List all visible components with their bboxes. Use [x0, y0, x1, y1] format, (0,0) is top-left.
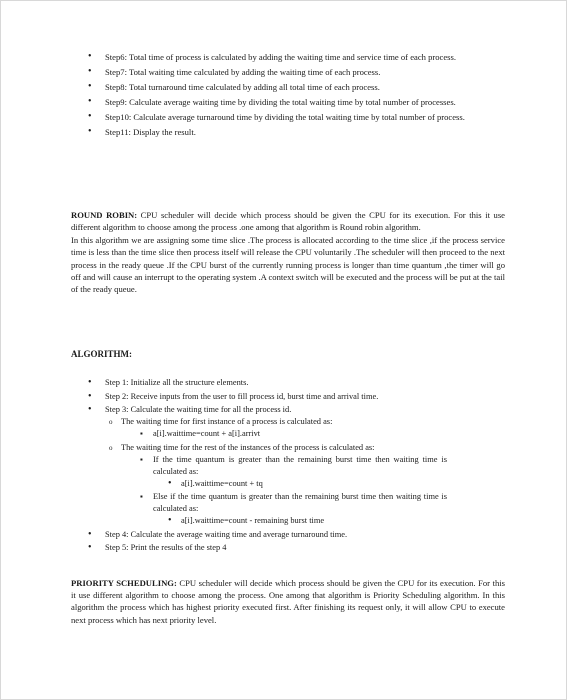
list-item — [165, 515, 447, 527]
list-item — [137, 428, 447, 440]
bullet-icon: • — [88, 377, 92, 388]
priority-heading: PRIORITY SCHEDULING: — [71, 578, 177, 588]
step-text: Step8: Total turnaround time calculated by adding all total time of each process. — [105, 82, 380, 92]
bullet-icon: • — [88, 404, 92, 415]
bullet-icon: • — [168, 477, 172, 489]
case-list — [121, 454, 505, 528]
step-text: Step 5: Print the results of the step 4 — [105, 543, 227, 552]
list-item — [85, 391, 505, 403]
step-text: Step 3: Calculate the waiting time for all the process id. — [105, 405, 292, 414]
bullet-icon: • — [88, 66, 92, 77]
list-item — [85, 51, 505, 64]
formula-list — [153, 515, 447, 527]
step-text: Step 4: Calculate the average waiting time and average turnaround time. — [105, 529, 348, 539]
formula-text: a[i].waittime=count - remaining burst time — [181, 516, 325, 525]
list-item — [85, 81, 505, 94]
bullet-icon: • — [88, 542, 92, 553]
round-robin-section — [71, 209, 505, 296]
formula-list — [153, 478, 447, 490]
steps-list — [85, 51, 505, 141]
list-item — [85, 377, 505, 389]
list-item — [137, 491, 447, 527]
ring-bullet-icon: o — [109, 418, 113, 426]
bullet-icon: • — [88, 528, 92, 540]
priority-text: CPU scheduler will decide which process should be given the CPU for its execution. For this it use different algorithm to choose among the process. One among that algorithm is Priority Scheduling algorithm. In this algorithm the process which has highest priority executed first. After finishing its request only, it will allow CPU to execute next process which has next priority level. — [71, 578, 505, 625]
sub-text: The waiting time for first instance of a process is calculated as: — [121, 417, 333, 426]
formula-text: a[i].waittime=count + a[i].arrivt — [153, 429, 261, 438]
priority-paragraph — [71, 577, 505, 626]
list-item — [105, 416, 505, 440]
case-text: If the time quantum is greater than the remaining burst time then waiting time is calculated as: — [153, 454, 447, 476]
list-item — [85, 96, 505, 109]
ring-bullet-icon: o — [109, 443, 113, 452]
case-text: Else if the time quantum is greater than the remaining burst time then waiting time is calculated as: — [153, 492, 447, 513]
list-item — [165, 478, 447, 490]
bullet-icon: • — [88, 81, 92, 92]
bullet-icon: • — [88, 96, 92, 107]
list-item — [137, 454, 447, 490]
bullet-icon: • — [88, 51, 92, 62]
step-text: Step10: Calculate average turnaround time by dividing the total waiting time by total number of process. — [105, 112, 465, 122]
round-robin-intro — [71, 209, 505, 234]
step-text: Step 1: Initialize all the structure elements. — [105, 378, 249, 387]
step-text: Step11: Display the result. — [105, 127, 196, 137]
list-item — [85, 542, 505, 554]
round-robin-intro-text: CPU scheduler will decide which process should be given the CPU for its execution. For this it use different algorithm to choose among the process .one among that algorithm is Round robin algorithm. — [71, 210, 505, 233]
step3-sublist — [105, 416, 505, 527]
priority-section — [71, 577, 505, 626]
square-bullet-icon: ▪ — [140, 429, 143, 438]
square-bullet-icon: ▪ — [140, 454, 143, 464]
list-item — [85, 529, 505, 541]
step-text: Step 2: Receive inputs from the user to fill process id, burst time and arrival time. — [105, 391, 379, 401]
list-item — [85, 126, 505, 139]
bullet-icon: • — [88, 111, 92, 122]
step-text: Step9: Calculate average waiting time by dividing the total waiting time by total number of processes. — [105, 97, 456, 107]
list-item — [85, 111, 505, 124]
step-text: Step6: Total time of process is calculated by adding the waiting time and service time of each process. — [105, 52, 457, 62]
list-item — [85, 404, 505, 527]
bullet-icon: • — [88, 126, 92, 137]
round-robin-body: In this algorithm we are assigning some time slice .The process is allocated according to the time slice ,if the process service time is less than the time slice then process itself will release the CPU voluntarily .The scheduler will then proceed to the next process in the ready queue .If the CPU burst of the currently running process is longer than time quantum ,the timer will go off and will cause an interrupt to the operating system .A context switch will be executed and the process will be put at the tail of the ready queue. — [71, 234, 505, 295]
round-robin-heading: ROUND ROBIN: — [71, 210, 138, 220]
algorithm-list — [85, 377, 505, 556]
bullet-icon: • — [168, 515, 172, 526]
formula-text: a[i].waittime=count + tq — [181, 478, 263, 488]
sub-text: The waiting time for the rest of the instances of the process is calculated as: — [121, 442, 375, 452]
square-bullet-icon: ▪ — [140, 492, 143, 501]
list-item — [105, 442, 505, 528]
step-text: Step7: Total waiting time calculated by adding the waiting time of each process. — [105, 67, 381, 77]
formula-list — [121, 428, 505, 440]
algorithm-heading: ALGORITHM: — [71, 349, 133, 359]
bullet-icon: • — [88, 390, 92, 402]
list-item — [85, 66, 505, 79]
